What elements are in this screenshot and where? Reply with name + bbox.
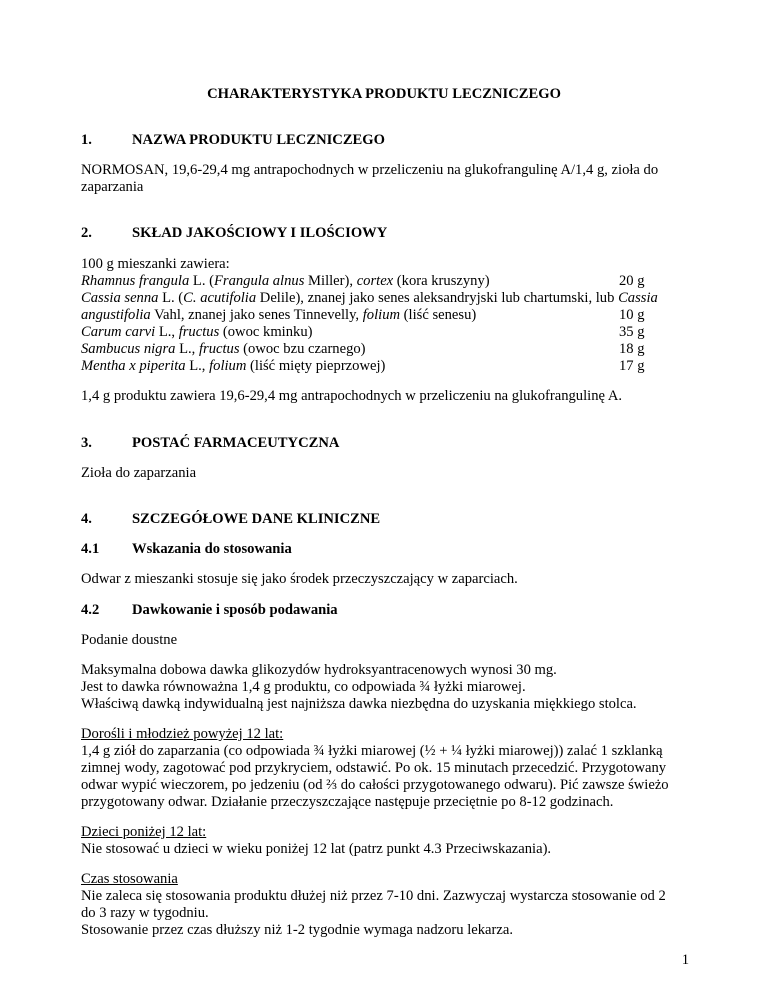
ingredient-quantity: 17 g	[619, 358, 645, 374]
subsection-4-2-number: 4.2	[81, 602, 100, 618]
composition-intro: 100 g mieszanki zawiera:	[81, 256, 230, 272]
ingredient-name: Mentha x piperita L., folium (liść mięty pieprzowej)	[81, 358, 386, 374]
ingredient-quantity: 18 g	[619, 341, 645, 357]
adults-text-line: odwar wypić wieczorem, po jedzeniu (od ⅔ do całości przygotowanego odwaru). Pić zawsze świeżo	[81, 777, 669, 793]
duration-text-line: Nie zaleca się stosowania produktu dłużej niż przez 7-10 dni. Zazwyczaj wystarcza stosowanie od 2	[81, 888, 666, 904]
adults-text-line: zimnej wody, zagotować pod przykryciem, odstawić. Po ok. 15 minutach przecedzić. Przygotowany	[81, 760, 667, 776]
ingredient-name: Rhamnus frangula L. (Frangula alnus Miller), cortex (kora kruszyny)	[81, 273, 490, 289]
adults-text-line: 1,4 g ziół do zaparzania (co odpowiada ¾ łyżki miarowej (½ + ¼ łyżki miarowej)) zalać 1 szklanką	[81, 743, 663, 759]
section-1-number: 1.	[81, 132, 92, 148]
section-3-text: Zioła do zaparzania	[81, 465, 197, 481]
subsection-4-1-title: Wskazania do stosowania	[132, 541, 292, 557]
section-2-number: 2.	[81, 225, 92, 241]
ingredient-quantity: 35 g	[619, 324, 645, 340]
dosage-line: Właściwą dawką indywidualną jest najniższa dawka niezbędna do uzyskania miękkiego stolca.	[81, 696, 637, 712]
children-heading: Dzieci poniżej 12 lat:	[81, 824, 207, 840]
section-3-number: 3.	[81, 435, 92, 451]
ingredient-name: Carum carvi L., fructus (owoc kminku)	[81, 324, 313, 340]
duration-heading: Czas stosowania	[81, 871, 178, 887]
ingredient-name: angustifolia Vahl, znanej jako senes Tinnevelly, folium (liść senesu)	[81, 307, 477, 323]
ingredient-quantity: 10 g	[619, 307, 645, 323]
section-1-text-line-1: NORMOSAN, 19,6-29,4 mg antrapochodnych w przeliczeniu na glukofrangulinę A/1,4 g, zioła do	[81, 162, 659, 178]
section-2-title: SKŁAD JAKOŚCIOWY I ILOŚCIOWY	[132, 225, 388, 241]
adults-heading: Dorośli i młodzież powyżej 12 lat:	[81, 726, 284, 742]
ingredient-quantity: 20 g	[619, 273, 645, 289]
subsection-4-2-title: Dawkowanie i sposób podawania	[132, 602, 338, 618]
page-number: 1	[681, 952, 689, 968]
ingredient-name: Cassia senna L. (C. acutifolia Delile), znanej jako senes aleksandryjski lub chartumski, lub Cassia	[81, 290, 658, 306]
indications-text: Odwar z mieszanki stosuje się jako środek przeczyszczający w zaparciach.	[81, 571, 518, 587]
dosage-line: Jest to dawka równoważna 1,4 g produktu, co odpowiada ¾ łyżki miarowej.	[81, 679, 526, 695]
section-3-title: POSTAĆ FARMACEUTYCZNA	[132, 435, 340, 451]
duration-text-line: do 3 razy w tygodniu.	[81, 905, 209, 921]
subsection-4-1-number: 4.1	[81, 541, 100, 557]
children-text: Nie stosować u dzieci w wieku poniżej 12 lat (patrz punkt 4.3 Przeciwskazania).	[81, 841, 552, 857]
ingredient-name: Sambucus nigra L., fructus (owoc bzu czarnego)	[81, 341, 366, 357]
section-4-number: 4.	[81, 511, 92, 527]
composition-summary: 1,4 g produktu zawiera 19,6-29,4 mg antrapochodnych w przeliczeniu na glukofrangulinę A.	[81, 388, 623, 404]
section-1-text-line-2: zaparzania	[81, 179, 144, 195]
route-of-administration: Podanie doustne	[81, 632, 178, 648]
adults-text-line: przygotowany odwar. Działanie przeczyszczające następuje przeciętnie po 8-12 godzinach.	[81, 794, 614, 810]
duration-text-line: Stosowanie przez czas dłuższy niż 1-2 tygodnie wymaga nadzoru lekarza.	[81, 922, 513, 938]
section-1-title: NAZWA PRODUKTU LECZNICZEGO	[132, 132, 385, 148]
section-4-title: SZCZEGÓŁOWE DANE KLINICZNE	[132, 511, 381, 527]
document-title: CHARAKTERYSTYKA PRODUKTU LECZNICZEGO	[207, 86, 561, 102]
dosage-line: Maksymalna dobowa dawka glikozydów hydroksyantracenowych wynosi 30 mg.	[81, 662, 557, 678]
